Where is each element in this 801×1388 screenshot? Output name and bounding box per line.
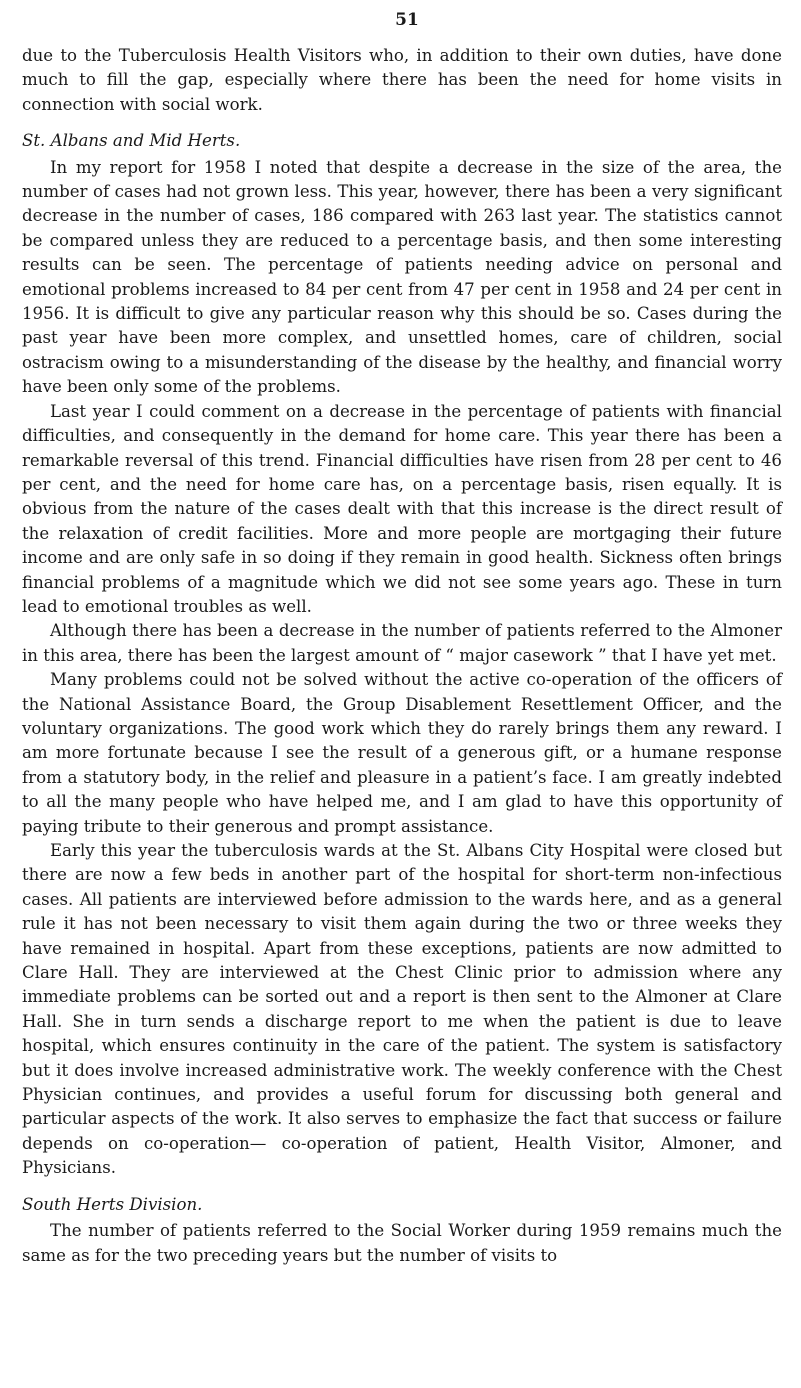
page-number: 51 <box>395 10 419 30</box>
paragraph: Early this year the tuberculosis wards at the St. Albans City Hospital were closed but there are now a few beds in another part of the hospital for short-term non-infectious cases. All patients are interviewed before admission to the wards here, and as a general rule it has not been necessary to visit them again during the two or three weeks they have remained in hospital. Apart from these exceptions, patients are now admitted to Clare Hall. They are interviewed at the Chest Clinic prior to admission where any immediate problems can be sorted out and a report is then sent to the Almoner at Clare Hall. She in turn sends a discharge report to me when the patient is due to leave hospital, which ensures continuity in the care of the patient. The system is satisfactory but it does involve increased administrative work. The weekly conference with the Chest Physician continues, and provides a useful forum for discussing both general and particular aspects of the work. It also serves to emphasize the fact that success or failure depends on co-operation— co-operation of patient, Health Visitor, Almoner, and Physicians. <box>22 841 782 1178</box>
paragraph: Last year I could comment on a decrease in the percentage of patients with financial difficulties, and consequently in the demand for home care. This year there has been a remarkable reversal of this trend. Financial difficulties have risen from 28 per cent to 46 per cent, and the need for home care has, on a percentage basis, risen equally. It is obvious from the nature of the cases dealt with that this increase is the direct result of the relaxation of credit facilities. More and more people are mortgaging their future income and are only safe in so doing if they remain in good health. Sickness often brings financial problems of a magnitude which we did not see some years ago. These in turn lead to emotional troubles as well. <box>22 401 782 616</box>
document-page <box>22 10 782 1268</box>
section-st-albans <box>22 129 782 1180</box>
paragraph: The number of patients referred to the Social Worker during 1959 remains much the same as for the two preceding years but the number of visits to <box>22 1221 782 1265</box>
paragraph: Many problems could not be solved without the active co-operation of the officers of the National Assistance Board, the Group Disablement Resettlement Officer, and the voluntary organizations. The good work which they do rarely brings them any reward. I am more fortunate because I see the result of a generous gift, or a humane response from a statutory body, in the relief and pleasure in a patient’s face. I am greatly indebted to all the many people who have helped me, and I am glad to have this opportunity of paying tribute to their generous and prompt assistance. <box>22 670 782 836</box>
paragraph: Although there has been a decrease in the number of patients referred to the Almoner in this area, there has been the largest amount of “ major casework ” that I have yet met. <box>22 621 782 665</box>
paragraph: In my report for 1958 I noted that despite a decrease in the size of the area, the number of cases had not grown less. This year, however, there has been a very significant decrease in the number of cases, 186 compared with 263 last year. The statistics cannot be compared unless they are reduced to a percentage basis, and then some interesting results can be seen. The percentage of patients needing advice on personal and emotional problems increased to 84 per cent from 47 per cent in 1958 and 24 per cent in 1956. It is difficult to give any particular reason why this should be so. Cases during the past year have been more complex, and unsettled homes, care of children, social ostracism owing to a misunderstanding of the disease by the healthy, and financial worry have been only some of the problems. <box>22 157 782 397</box>
section-heading-st-albans: St. Albans and Mid Herts. <box>22 131 241 151</box>
intro-paragraph: due to the Tuberculosis Health Visitors who, in addition to their own duties, have done much to fill the gap, especially where there has been the need for home visits in connection with social work. <box>22 46 782 114</box>
section-south-herts <box>22 1193 782 1268</box>
section-heading-south-herts: South Herts Division. <box>22 1194 203 1214</box>
